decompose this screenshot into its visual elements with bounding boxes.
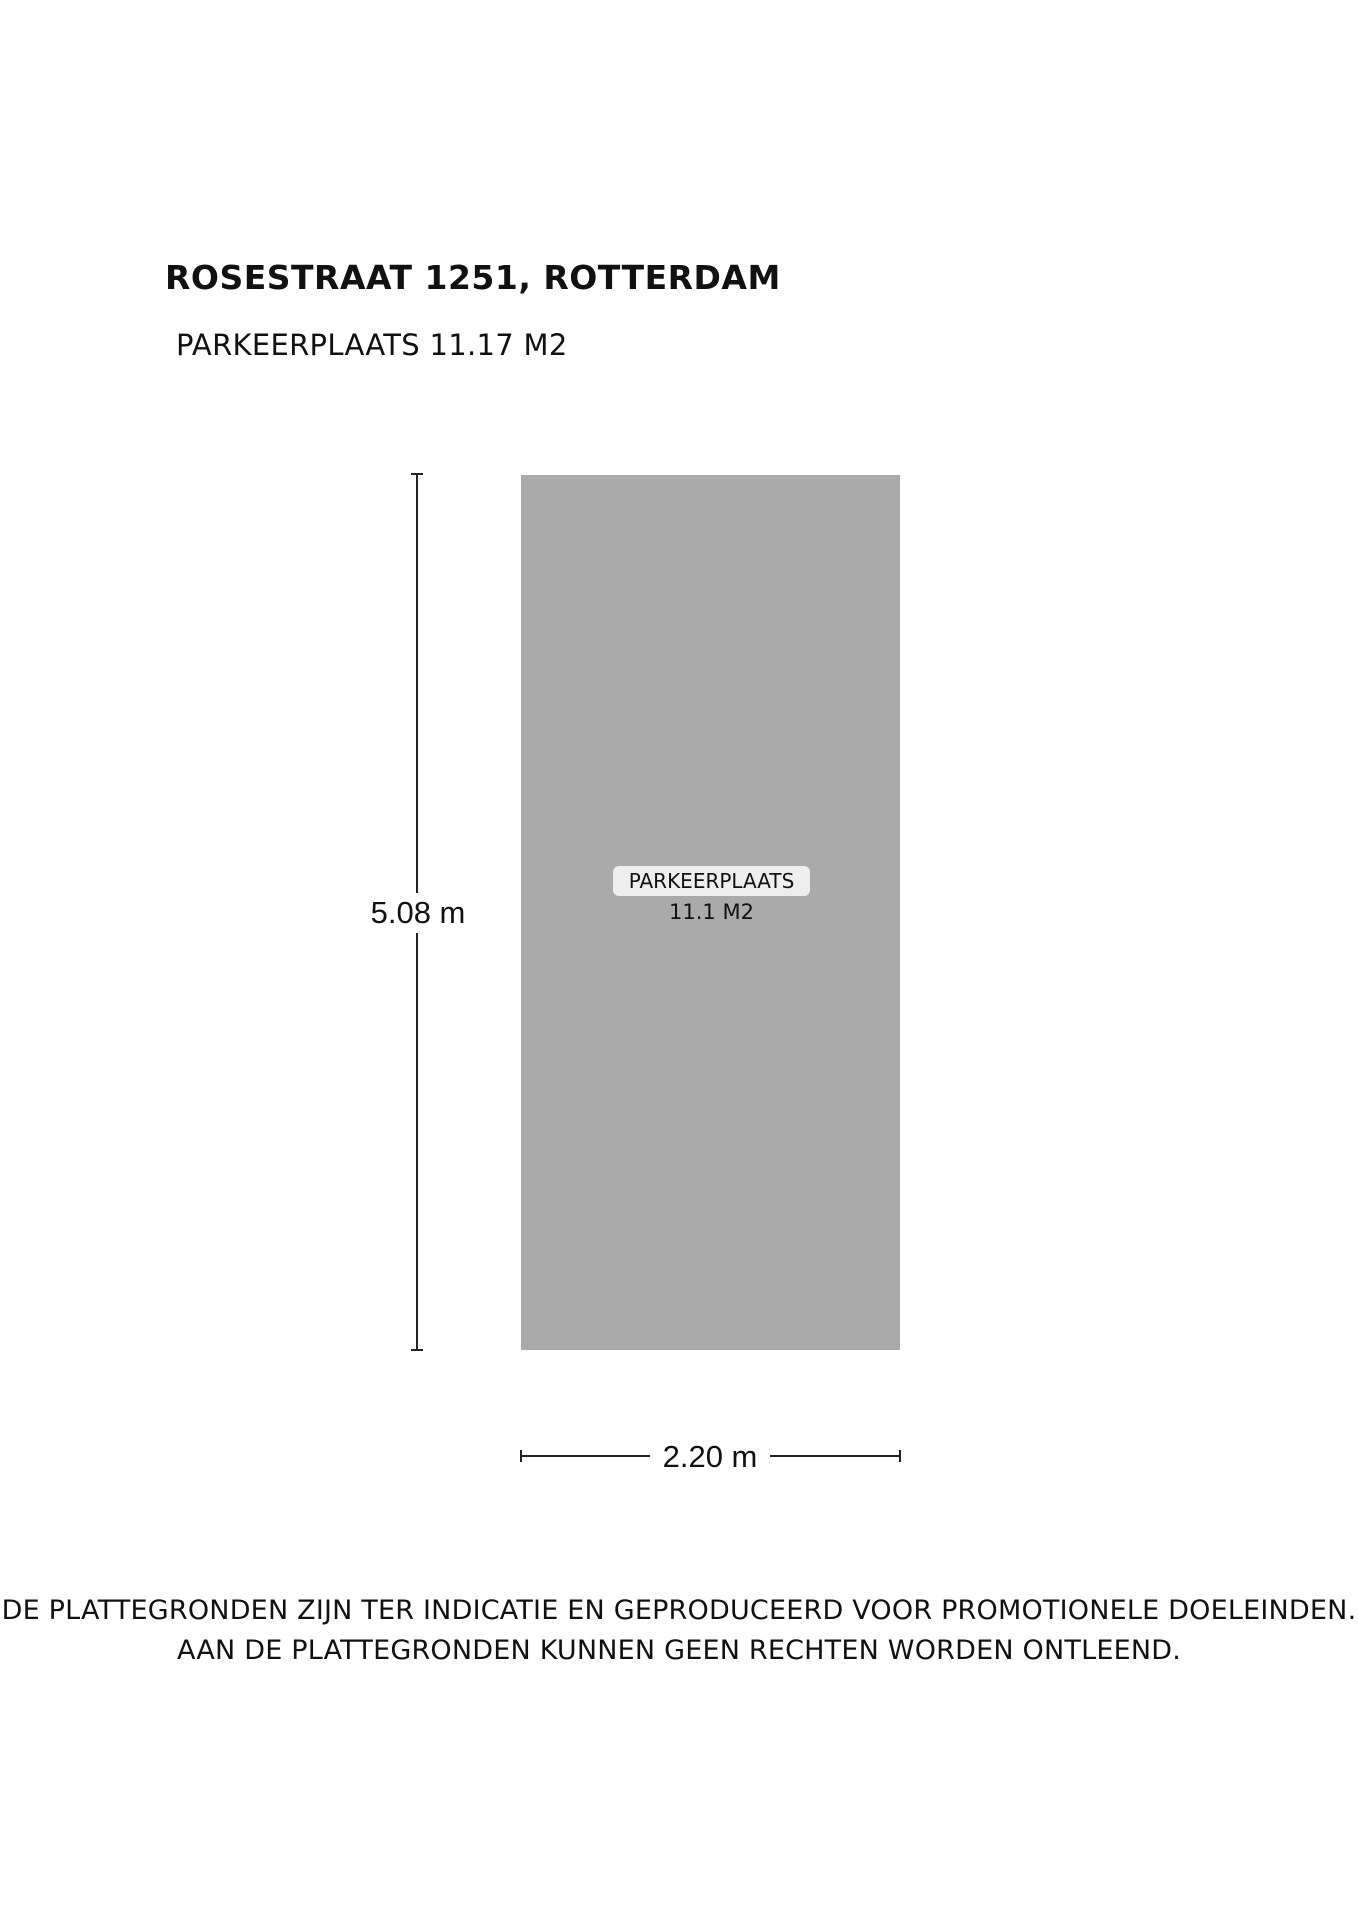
disclaimer-line-1: DE PLATTEGRONDEN ZIJN TER INDICATIE EN GEPRODUCEERD VOOR PROMOTIONELE DOELEINDEN. — [1, 1595, 1357, 1626]
width-dimension-cap-right — [899, 1450, 901, 1462]
width-dimension-label: 2.20 m — [650, 1437, 770, 1477]
width-dimension-cap-left — [520, 1450, 522, 1462]
disclaimer-line-2: AAN DE PLATTEGRONDEN KUNNEN GEEN RECHTEN WORDEN ONTLEEND. — [176, 1635, 1182, 1666]
room-area-label: 11.1 M2 — [669, 900, 754, 924]
property-address: ROSESTRAAT 1251, ROTTERDAM — [165, 258, 781, 297]
height-dimension-label: 5.08 m — [360, 893, 476, 933]
room-name-label: PARKEERPLAATS — [613, 866, 810, 896]
property-summary: PARKEERPLAATS 11.17 M2 — [176, 328, 568, 362]
disclaimer — [0, 1591, 1358, 1671]
height-dimension-cap-bottom — [411, 1349, 423, 1351]
height-dimension-cap-top — [411, 473, 423, 475]
